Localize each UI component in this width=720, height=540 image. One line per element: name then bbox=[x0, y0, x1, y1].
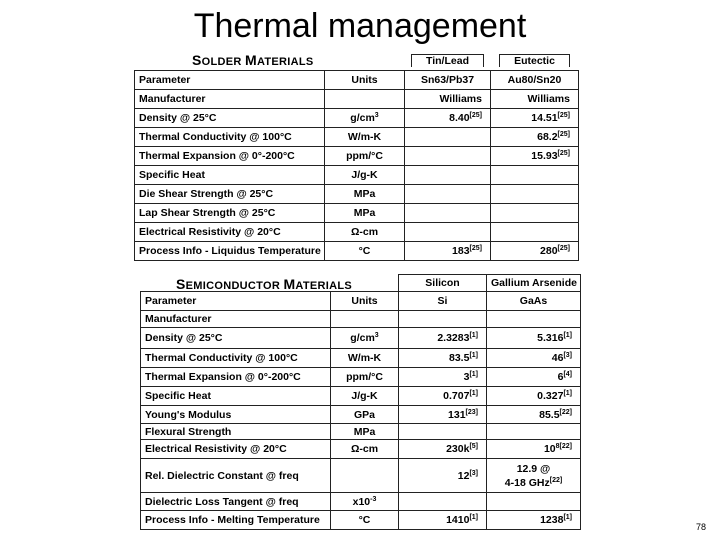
parameter-cell: Electrical Resistivity @ 20°C bbox=[141, 440, 331, 459]
value-text: 6 bbox=[557, 371, 564, 383]
value-text: 15.93 bbox=[531, 149, 558, 162]
value-text: 0.707 bbox=[443, 390, 470, 402]
table-row bbox=[135, 203, 579, 222]
reference-superscript: [1] bbox=[469, 390, 478, 397]
value-cell-b bbox=[491, 89, 579, 108]
value-cell-b bbox=[487, 349, 581, 368]
parameter-cell: Thermal Expansion @ 0°-200°C bbox=[141, 368, 331, 387]
units-text: Ω-cm bbox=[350, 443, 379, 455]
value-cell-b bbox=[487, 368, 581, 387]
reference-superscript: [1] bbox=[469, 352, 478, 359]
value-cell-b bbox=[491, 127, 579, 146]
parameter-cell: Manufacturer bbox=[141, 311, 331, 328]
value-cell-b bbox=[487, 511, 581, 530]
table-row bbox=[135, 146, 579, 165]
solder-col-a-header: Tin/Lead bbox=[405, 52, 491, 70]
units-text: x10 bbox=[352, 495, 371, 508]
exponent-superscript: 8 bbox=[555, 443, 560, 450]
parameter-cell: Thermal Conductivity @ 100°C bbox=[135, 127, 325, 146]
units-text: °C bbox=[358, 514, 371, 526]
value-cell-a bbox=[399, 387, 487, 406]
reference-superscript: [22] bbox=[549, 476, 563, 484]
units-cell bbox=[331, 440, 399, 459]
reference-superscript: [25] bbox=[469, 111, 482, 119]
value-text: 4-18 GHz bbox=[504, 476, 550, 489]
reference-superscript: [25] bbox=[557, 130, 570, 138]
value-cell-a bbox=[399, 424, 487, 440]
value-text: 8.40 bbox=[449, 111, 470, 124]
slide-title: Thermal management bbox=[193, 7, 527, 45]
units-cell bbox=[331, 424, 399, 440]
semiconductor-materials-table bbox=[140, 274, 581, 530]
table-row bbox=[135, 222, 579, 241]
table-row bbox=[141, 387, 581, 406]
value-text: 10 bbox=[543, 443, 556, 455]
parameter-cell: Manufacturer bbox=[135, 89, 325, 108]
parameter-cell: Thermal Expansion @ 0°-200°C bbox=[135, 146, 325, 165]
value-text: 2.3283 bbox=[437, 332, 470, 344]
value-cell-b bbox=[491, 222, 579, 241]
value-cell-b bbox=[487, 406, 581, 424]
reference-superscript: [1] bbox=[563, 332, 572, 339]
value-cell-b bbox=[491, 108, 579, 127]
value-cell-b bbox=[487, 459, 581, 493]
parameter-cell: Specific Heat bbox=[141, 387, 331, 406]
units-text: W/m-K bbox=[347, 130, 382, 143]
value-cell-a bbox=[405, 184, 491, 203]
value-cell-a bbox=[399, 406, 487, 424]
reference-superscript: [23] bbox=[465, 408, 478, 416]
parameter-cell: Lap Shear Strength @ 25°C bbox=[135, 203, 325, 222]
value-text-line1: 12.9 @ bbox=[516, 462, 551, 475]
parameter-cell: Process Info - Melting Temperature bbox=[141, 511, 331, 530]
units-cell bbox=[331, 368, 399, 387]
reference-superscript: [1] bbox=[469, 514, 478, 521]
units-cell bbox=[325, 222, 405, 241]
table-row bbox=[141, 459, 581, 493]
table-row bbox=[135, 184, 579, 203]
value-cell-a bbox=[399, 459, 487, 493]
value-cell-b bbox=[491, 184, 579, 203]
value-cell-b bbox=[491, 165, 579, 184]
reference-superscript: [25] bbox=[557, 149, 570, 157]
value-cell-a bbox=[405, 222, 491, 241]
value-text: 5.316 bbox=[537, 332, 564, 344]
reference-superscript: [25] bbox=[557, 111, 570, 119]
reference-superscript: [1] bbox=[469, 371, 478, 378]
value-text: Sn63/Pb37 bbox=[420, 73, 475, 86]
semi-col-b-header: Gallium Arsenide bbox=[487, 275, 581, 292]
parameter-cell: Density @ 25°C bbox=[141, 328, 331, 349]
units-superscript: -3 bbox=[370, 495, 377, 503]
value-cell-a bbox=[399, 349, 487, 368]
parameter-cell: Flexural Strength bbox=[141, 424, 331, 440]
parameter-cell: Rel. Dielectric Constant @ freq bbox=[141, 459, 331, 493]
table-row bbox=[135, 165, 579, 184]
table-row bbox=[141, 440, 581, 459]
value-cell-a bbox=[405, 127, 491, 146]
units-text: GPa bbox=[353, 408, 375, 421]
units-superscript: 3 bbox=[374, 111, 379, 119]
table-row bbox=[141, 511, 581, 530]
units-cell bbox=[325, 127, 405, 146]
table-row bbox=[141, 311, 581, 328]
parameter-cell: Process Info - Liquidus Temperature bbox=[135, 241, 325, 260]
value-text: Williams bbox=[527, 92, 570, 105]
value-cell-a bbox=[405, 203, 491, 222]
units-text: g/cm bbox=[350, 332, 375, 344]
units-cell bbox=[331, 459, 399, 493]
units-cell bbox=[325, 203, 405, 222]
value-cell-a bbox=[399, 368, 487, 387]
units-text: Units bbox=[351, 295, 378, 307]
reference-superscript: [3] bbox=[469, 469, 478, 477]
value-cell-b bbox=[487, 493, 581, 511]
value-text: 3 bbox=[463, 371, 470, 383]
units-text: g/cm bbox=[350, 111, 375, 124]
value-cell-b bbox=[491, 203, 579, 222]
solder-section-heading: SOLDER MATERIALS bbox=[192, 52, 314, 68]
table-row bbox=[141, 349, 581, 368]
units-cell bbox=[325, 165, 405, 184]
parameter-cell: Dielectric Loss Tangent @ freq bbox=[141, 493, 331, 511]
value-cell-a bbox=[399, 493, 487, 511]
value-text: 14.51 bbox=[531, 111, 558, 124]
value-text: 83.5 bbox=[449, 352, 470, 364]
reference-superscript: [3] bbox=[563, 352, 572, 359]
units-cell bbox=[325, 241, 405, 260]
reference-superscript: [4] bbox=[563, 371, 572, 378]
value-cell-b bbox=[487, 440, 581, 459]
value-cell-b bbox=[487, 292, 581, 311]
reference-superscript: [1] bbox=[469, 332, 478, 339]
value-cell-b bbox=[487, 328, 581, 349]
value-cell-a bbox=[399, 292, 487, 311]
units-cell bbox=[331, 387, 399, 406]
table-row bbox=[135, 108, 579, 127]
table-row bbox=[135, 89, 579, 108]
units-cell bbox=[331, 292, 399, 311]
value-text: Au80/Sn20 bbox=[507, 73, 562, 86]
value-text: 1410 bbox=[446, 514, 470, 526]
value-cell-a bbox=[405, 165, 491, 184]
value-cell-b bbox=[487, 424, 581, 440]
units-text: ppm/°C bbox=[346, 371, 383, 383]
value-cell-a bbox=[399, 440, 487, 459]
units-cell bbox=[331, 311, 399, 328]
value-text: GaAs bbox=[519, 295, 548, 307]
page-number: 78 bbox=[695, 522, 706, 532]
table-row bbox=[141, 328, 581, 349]
units-cell bbox=[325, 146, 405, 165]
units-cell bbox=[325, 108, 405, 127]
units-cell bbox=[325, 70, 405, 89]
units-text: J/g-K bbox=[351, 390, 378, 402]
units-text: J/g-K bbox=[351, 168, 378, 181]
value-cell-a bbox=[405, 146, 491, 165]
value-text: Si bbox=[437, 295, 448, 307]
value-text: 1238 bbox=[540, 514, 564, 526]
units-text: W/m-K bbox=[347, 352, 382, 364]
value-cell-b bbox=[491, 146, 579, 165]
parameter-cell: Parameter bbox=[141, 292, 331, 311]
units-cell bbox=[331, 493, 399, 511]
reference-superscript: [1] bbox=[563, 514, 572, 521]
value-cell-a bbox=[405, 89, 491, 108]
table-row bbox=[141, 406, 581, 424]
value-cell-b bbox=[487, 311, 581, 328]
value-cell-a bbox=[405, 108, 491, 127]
table-row bbox=[141, 368, 581, 387]
table-row bbox=[141, 292, 581, 311]
units-cell bbox=[325, 184, 405, 203]
value-text: 280 bbox=[540, 244, 558, 257]
units-cell bbox=[331, 511, 399, 530]
units-text: Units bbox=[351, 73, 378, 86]
value-cell-b bbox=[487, 387, 581, 406]
units-cell bbox=[331, 406, 399, 424]
value-text: 230k bbox=[446, 443, 470, 455]
parameter-cell: Density @ 25°C bbox=[135, 108, 325, 127]
solder-col-b-header: Eutectic bbox=[491, 52, 579, 70]
units-text: °C bbox=[358, 244, 371, 257]
table-row bbox=[135, 70, 579, 89]
value-cell-a bbox=[399, 511, 487, 530]
reference-superscript: [22] bbox=[559, 443, 572, 450]
value-text: 0.327 bbox=[537, 390, 564, 402]
reference-superscript: [25] bbox=[557, 244, 570, 252]
value-cell-a bbox=[405, 70, 491, 89]
units-text: MPa bbox=[353, 206, 376, 219]
units-text: MPa bbox=[353, 425, 376, 438]
value-cell-a bbox=[399, 311, 487, 328]
parameter-cell: Electrical Resistivity @ 20°C bbox=[135, 222, 325, 241]
reference-superscript: [25] bbox=[469, 244, 482, 252]
reference-superscript: [5] bbox=[469, 443, 478, 450]
value-cell-a bbox=[405, 241, 491, 260]
value-text: 12 bbox=[457, 469, 470, 482]
table-row bbox=[141, 493, 581, 511]
semi-col-a-header: Silicon bbox=[399, 275, 487, 292]
parameter-cell: Specific Heat bbox=[135, 165, 325, 184]
parameter-cell: Thermal Conductivity @ 100°C bbox=[141, 349, 331, 368]
parameter-cell: Parameter bbox=[135, 70, 325, 89]
semi-section-heading: SEMICONDUCTOR MATERIALS bbox=[176, 276, 353, 292]
value-text: Williams bbox=[439, 92, 482, 105]
value-text-line2 bbox=[491, 475, 576, 489]
units-text: Ω-cm bbox=[350, 225, 379, 238]
value-text: 131 bbox=[448, 408, 466, 421]
reference-superscript: [1] bbox=[563, 390, 572, 397]
value-cell-b bbox=[491, 70, 579, 89]
table-row bbox=[135, 241, 579, 260]
units-text: MPa bbox=[353, 187, 376, 200]
value-text: 46 bbox=[551, 352, 564, 364]
parameter-cell: Die Shear Strength @ 25°C bbox=[135, 184, 325, 203]
units-cell bbox=[325, 89, 405, 108]
units-cell bbox=[331, 328, 399, 349]
value-text: 183 bbox=[452, 244, 470, 257]
units-cell bbox=[331, 349, 399, 368]
units-superscript: 3 bbox=[374, 332, 379, 339]
units-text: ppm/°C bbox=[346, 149, 383, 162]
solder-materials-table bbox=[134, 52, 579, 261]
value-text: 85.5 bbox=[539, 408, 560, 421]
parameter-cell: Young's Modulus bbox=[141, 406, 331, 424]
value-cell-a bbox=[399, 328, 487, 349]
table-row bbox=[141, 424, 581, 440]
reference-superscript: [22] bbox=[559, 408, 572, 416]
table-row bbox=[135, 127, 579, 146]
value-text: 68.2 bbox=[537, 130, 558, 143]
value-cell-b bbox=[491, 241, 579, 260]
